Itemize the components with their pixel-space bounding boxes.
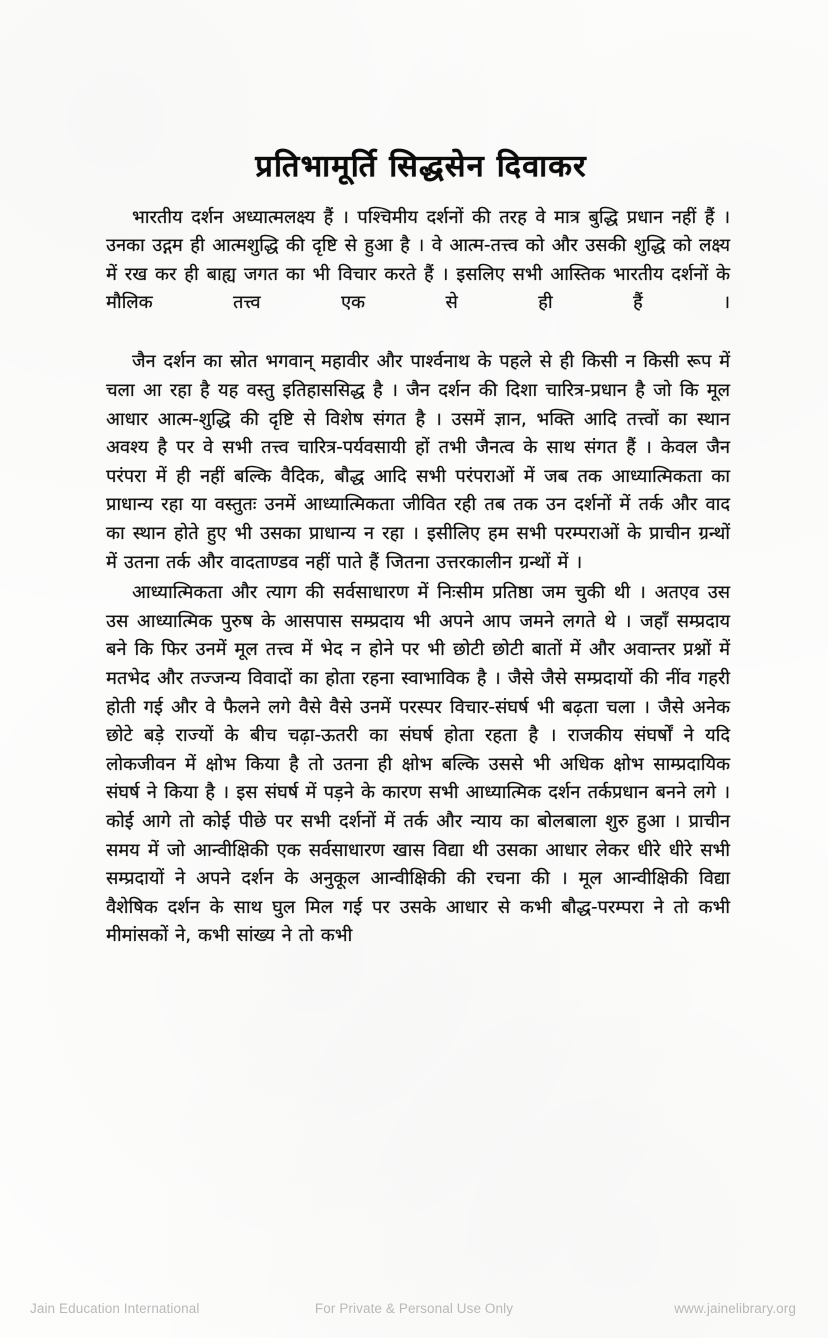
footer-website-url[interactable]: www.jainelibrary.org — [674, 1300, 796, 1316]
page-footer — [0, 1296, 828, 1320]
paragraph-2: जैन दर्शन का स्रोत भगवान् महावीर और पार्श्वनाथ के पहले से ही किसी न किसी रूप में चला आ रहा है यह वस्तु इतिहाससिद्ध है । जैन दर्शन की दिशा चारित्र-प्रधान है जो कि मूल आधार आत्म-शुद्धि की दृष्टि से विशेष संगत है । उसमें ज्ञान, भक्ति आदि तत्त्वों का स्थान अवश्य है पर वे सभी तत्त्व चारित्र-पर्यवसायी हों तभी जैनत्व के साथ संगत हैं । केवल जैन परंपरा में ही नहीं बल्कि वैदिक, बौद्ध आदि सभी परंपराओं में जब तक आध्यात्मिकता का प्राधान्य रहा या वस्तुतः उनमें आध्यात्मिकता जीवित रही तब तक उन दर्शनों में तर्क और वाद का स्थान होते हुए भी उसका प्राधान्य न रहा । इसीलिए हम सभी परम्पराओं के प्राचीन ग्रन्थों में उतना तर्क और वादताण्डव नहीं पाते हैं जितना उत्तरकालीन ग्रन्थों में । — [106, 351, 730, 573]
page-title: प्रतिभामूर्ति सिद्धसेन दिवाकर — [255, 149, 587, 184]
footer-usage-notice: For Private & Personal Use Only — [314, 1300, 514, 1316]
paragraph-3: आध्यात्मिकता और त्याग की सर्वसाधारण में निःसीम प्रतिष्ठा जम चुकी थी । अतएव उस उस आध्यात्मिक पुरुष के आसपास सम्प्रदाय भी अपने आप जमने लगते थे । जहाँ सम्प्रदाय बने कि फिर उनमें मूल तत्त्व में भेद न होने पर भी छोटी छोटी बातों में और अवान्तर प्रश्नों में मतभेद और तज्जन्य विवादों का होता रहना स्वाभाविक है । जैसे जैसे सम्प्रदायों की नींव गहरी होती गई और वे फैलने लगे वैसे वैसे उनमें परस्पर विचार-संघर्ष भी बढ़ता चला । जैसे अनेक छोटे बड़े राज्यों के बीच चढ़ा-ऊतरी का संघर्ष होता रहता है । राजकीय संघर्षों ने यदि लोकजीवन में क्षोभ किया है तो उतना ही क्षोभ बल्कि उससे भी अधिक क्षोभ साम्प्रदायिक संघर्ष ने किया है । इस संघर्ष में पड़ने के कारण सभी आध्यात्मिक दर्शन तर्कप्रधान बनने लगे । कोई आगे तो कोई पीछे पर सभी दर्शनों में तर्क और न्याय का बोलबाला शुरु हुआ । प्राचीन समय में जो आन्वीक्षिकी एक सर्वसाधारण खास विद्या थी उसका आधार लेकर धीरे धीरे सभी सम्प्रदायों ने अपने दर्शन के अनुकूल आन्वीक्षिकी की रचना की । मूल आन्वीक्षिकी विद्या वैशेषिक दर्शन के साथ घुल मिल गई पर उसके आधार से कभी बौद्ध-परम्परा ने तो कभी मीमांसकों ने, कभी सांख्य ने तो कभी — [106, 582, 730, 947]
paragraph-1: भारतीय दर्शन अध्यात्मलक्ष्य हैं । पश्चिमीय दर्शनों की तरह वे मात्र बुद्धि प्रधान नहीं हैं । उनका उद्गम ही आत्मशुद्धि की दृष्टि से हुआ है । वे आत्म-तत्त्व को और उसकी शुद्धि को लक्ष्य में रख कर ही बाह्य जगत का भी विचार करते हैं । इसलिए सभी आस्तिक भारतीय दर्शनों के मौलिक तत्त्व एक से ही हैं । — [106, 206, 730, 314]
page-text-body — [106, 148, 730, 951]
footer-organization: Jain Education International — [30, 1300, 200, 1316]
